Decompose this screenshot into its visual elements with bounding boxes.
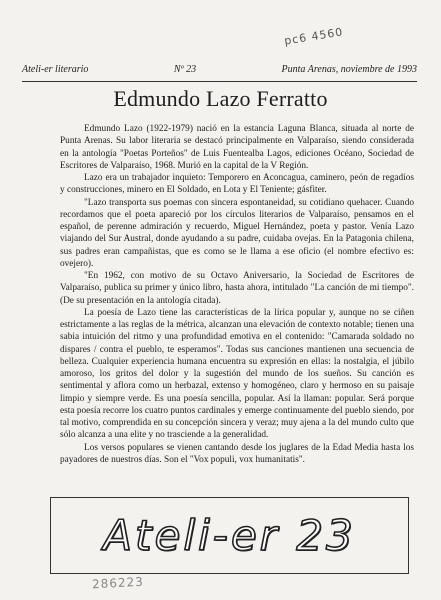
- archive-stamp: 286223: [91, 574, 145, 592]
- paragraph-5: La poesía de Lazo tiene las características de la lírica popular y, aunque no se ciñen estrictamente a las reglas de la métrica, alcanzan una elevación de contexto notable; tienen una sabia intuición del ritmo y una profundidad emotiva en el contenido: "Camarada soldado no dispares / contra el pueblo, te esperamos". Todas sus canciones mantienen una secuencia de belleza. Cualquier experiencia humana encuentra su expresión en ellas: la nostalgia, el júbilo amoroso, los gritos del dolor y la sugestión del mundo de los sueños. Su canción es sentimental y aflora como un herbazal, extenso y homogéneo, claro y hermoso en su paisaje limpio y siempre verde. Es una poesía sencilla, popular. Así la llaman: popular. Será porque esta poesía recorre los cuatro puntos cardinales y emerge continuamente del pueblo siendo, por tal motivo, comprendida en su concepción sincera y veraz; muy ajena a la del mundo culto que sólo alcanza a una elite y no trasciende a la generalidad.: [60, 307, 414, 441]
- publication-name: Ateli-er literario: [22, 64, 89, 75]
- paragraph-6: Los versos populares se vienen cantando desde los juglares de la Edad Media hasta los payadores de nuestros días. Son el "Vox populi, vox humanitatis".: [60, 442, 414, 465]
- issue-number: Nº 23: [173, 64, 197, 75]
- paragraph-1: Edmundo Lazo (1922-1979) nació en la estancia Laguna Blanca, situada al norte de Punta Arenas. Su labor literaria se destacó principalmente en Valparaíso, siendo considerada en la antología "Poetas Porteños" de Luis Fuentealba Lagos, ediciones Océano, Sociedad de Escritores de Valparaíso, 1968. Murió en la capital de la V Región.: [60, 124, 414, 171]
- article-title: Edmundo Lazo Ferratto: [113, 86, 328, 111]
- paragraph-2: Lazo era un trabajador inquieto: Temporero en Aconcagua, caminero, peón de regadíos y construcciones, minero en El Soldado, en Lota y El Teniente; gásfiter.: [60, 173, 414, 196]
- page-header: [22, 64, 417, 82]
- handwritten-note: pc6 4560: [283, 25, 345, 48]
- place-date: Punta Arenas, noviembre de 1993: [281, 64, 417, 75]
- footer-logo: Ateli-er 23: [103, 511, 356, 560]
- paragraph-3: "Lazo transporta sus poemas con sincera espontaneidad, su cotidiano quehacer. Cuando recordamos que el poeta apareció por los círculos literarios de Valparaíso, pensamos en el español, de perenne admiración y recuerdo, Miguel Hernández, poeta y pastor. Venía Lazo viajando del Sur Austral, donde ayudando a su padre, cuidaba ovejas. En la Patagonia chilena, sus padres eran campañistas, que es como se le llama a ese oficio (el nombre efectivo es: ovejero).: [60, 197, 414, 269]
- paragraph-4: "En 1962, con motivo de su Octavo Aniversario, la Sociedad de Escritores de Valparaíso, publica su primer y único libro, hasta ahora, intitulado "La canción de mi tiempo". (De su presentación en la antología citada).: [60, 271, 414, 306]
- article-body: [60, 123, 414, 466]
- footer-logo-box: [50, 497, 409, 574]
